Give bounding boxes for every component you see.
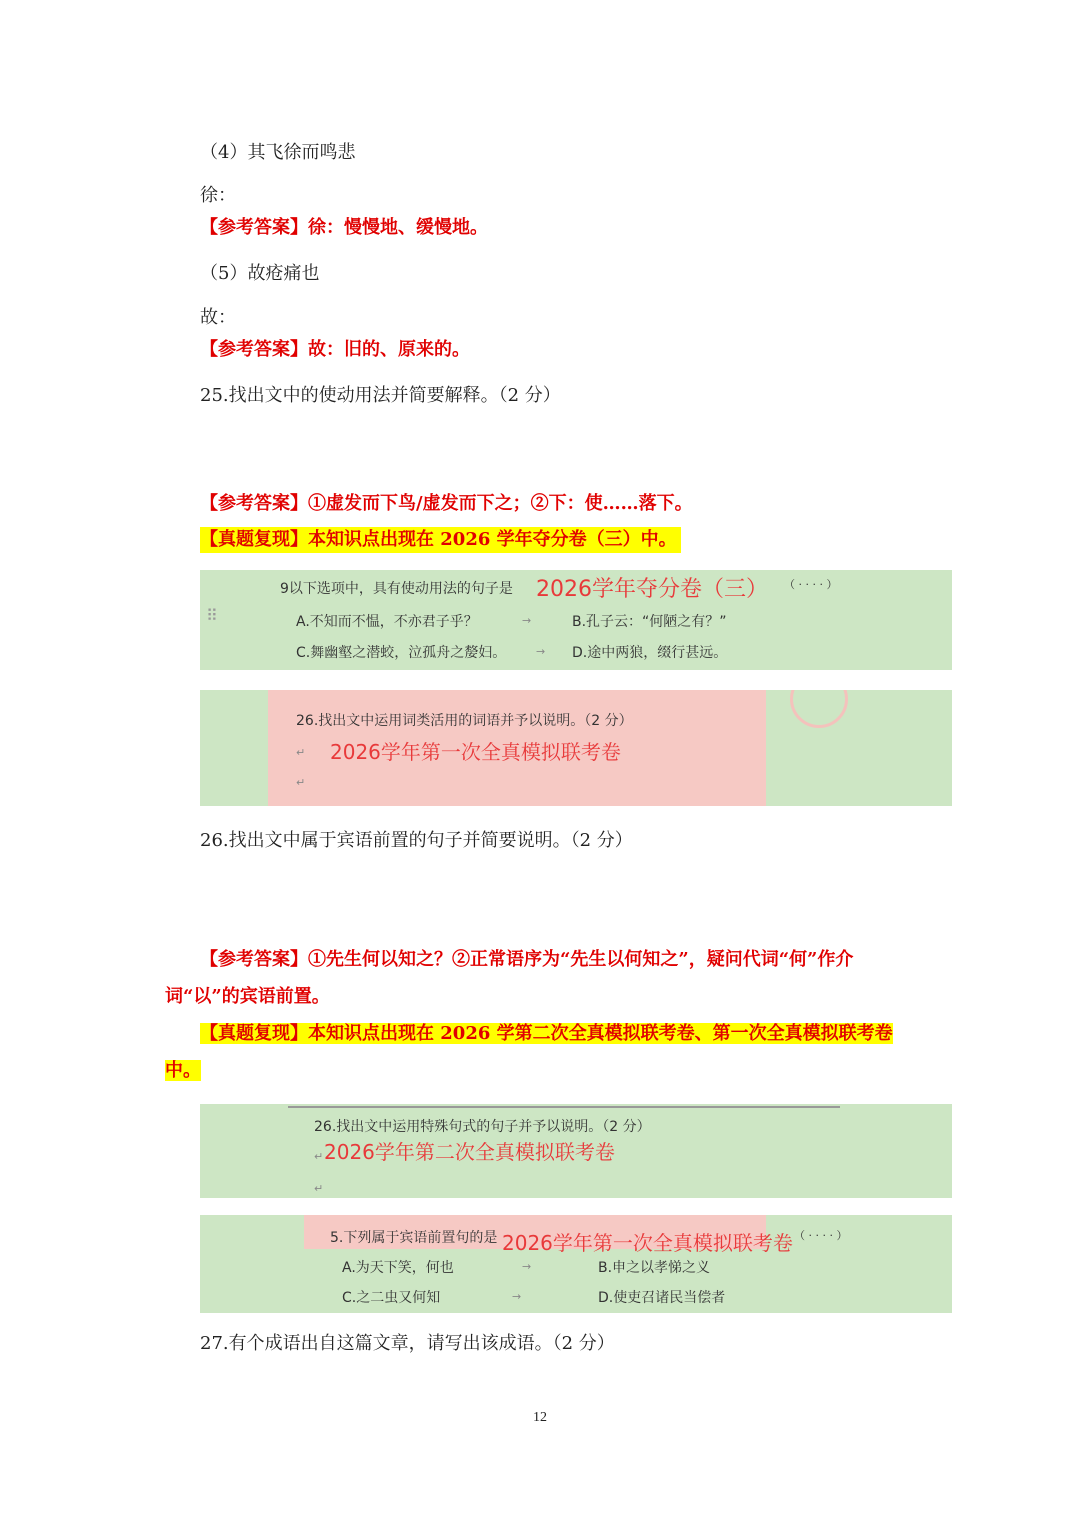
exam1-option-a: A.不知而不愠，不亦君子乎？ xyxy=(296,614,478,630)
item-4-prompt: （4）其飞徐而鸣悲 xyxy=(200,142,356,163)
tab-arrow-icon: → xyxy=(512,1290,522,1303)
exam3-tag: 2026学年第二次全真模拟联考卷 xyxy=(324,1140,615,1164)
item-5-answer: 【参考答案】故：旧的、原来的。 xyxy=(200,339,470,360)
paragraph-mark-icon: ↵ xyxy=(296,746,306,759)
question-25: 25.找出文中的使动用法并简要解释。（2 分） xyxy=(200,385,561,406)
exam2-tag: 2026学年第一次全真模拟联考卷 xyxy=(330,740,621,764)
tab-arrow-icon: → xyxy=(536,645,546,658)
paragraph-mark-icon: ↵ xyxy=(314,1182,324,1195)
exam2-question: 26.找出文中运用词类活用的词语并予以说明。（2 分） xyxy=(296,713,633,729)
question-25-review: 【真题复现】本知识点出现在 2026 学年夺分卷（三）中。 xyxy=(200,527,681,553)
exam4-option-b: B.申之以孝悌之义 xyxy=(598,1260,711,1276)
divider xyxy=(288,1106,840,1108)
item-4-answer: 【参考答案】徐：慢慢地、缓慢地。 xyxy=(200,217,488,238)
question-26-review-line-1: 【真题复现】本知识点出现在 2026 学第二次全真模拟联考卷、第一次全真模拟联考卷 xyxy=(200,1023,893,1044)
watermark-circle-icon xyxy=(790,690,848,728)
exam4-option-d: D.使吏召诸民当偿者 xyxy=(598,1290,726,1306)
item-5-word: 故： xyxy=(200,307,236,328)
exam-screenshot-2 xyxy=(200,690,952,806)
exam4-option-c: C.之二虫又何知 xyxy=(342,1290,441,1306)
exam1-option-c: C.舞幽壑之潜蛟，泣孤舟之嫠妇。 xyxy=(296,645,507,661)
exam1-tag: 2026学年夺分卷（三） xyxy=(536,577,768,602)
paragraph-mark-icon: ↵ xyxy=(314,1150,324,1163)
drag-handle-icon: ⠿ xyxy=(206,606,218,625)
paragraph-mark-icon: ↵ xyxy=(296,776,306,789)
question-26-answer-line-2: 词“以”的宾语前置。 xyxy=(165,986,330,1007)
exam4-tag: 2026学年第一次全真模拟联考卷 xyxy=(502,1231,793,1255)
exam-screenshot-3 xyxy=(200,1104,952,1198)
item-5-prompt: （5）故疮痛也 xyxy=(200,263,320,284)
tab-arrow-icon: → xyxy=(522,614,532,627)
exam1-option-d: D.途中两狼，缀行甚远。 xyxy=(572,645,728,661)
question-27: 27.有个成语出自这篇文章，请写出该成语。（2 分） xyxy=(200,1333,615,1354)
exam1-option-b: B.孔子云：“何陋之有？” xyxy=(572,614,727,630)
question-26-answer-line-1: 【参考答案】①先生何以知之？②正常语序为“先生以何知之”，疑问代词“何”作介 xyxy=(200,949,854,970)
question-26-review-line-2: 中。 xyxy=(165,1060,201,1081)
tab-arrow-icon: → xyxy=(522,1260,532,1273)
exam1-question: 9以下选项中，具有使动用法的句子是 xyxy=(280,581,513,597)
exam4-option-a: A.为天下笑，何也 xyxy=(342,1260,454,1276)
exam1-paren: （ · · · · ） xyxy=(784,578,838,591)
exam-screenshot-4 xyxy=(200,1215,952,1313)
exam-screenshot-1 xyxy=(200,570,952,670)
exam4-question: 5.下列属于宾语前置句的是 xyxy=(330,1230,498,1246)
exam3-question: 26.找出文中运用特殊句式的句子并予以说明。（2 分） xyxy=(314,1119,651,1135)
item-4-word: 徐： xyxy=(200,185,236,206)
question-25-answer: 【参考答案】①虚发而下鸟/虚发而下之；②下：使……落下。 xyxy=(200,493,693,514)
page-number: 12 xyxy=(533,1410,547,1425)
exam4-paren: （ · · · · ） xyxy=(794,1229,848,1242)
question-26: 26.找出文中属于宾语前置的句子并简要说明。（2 分） xyxy=(200,830,633,851)
